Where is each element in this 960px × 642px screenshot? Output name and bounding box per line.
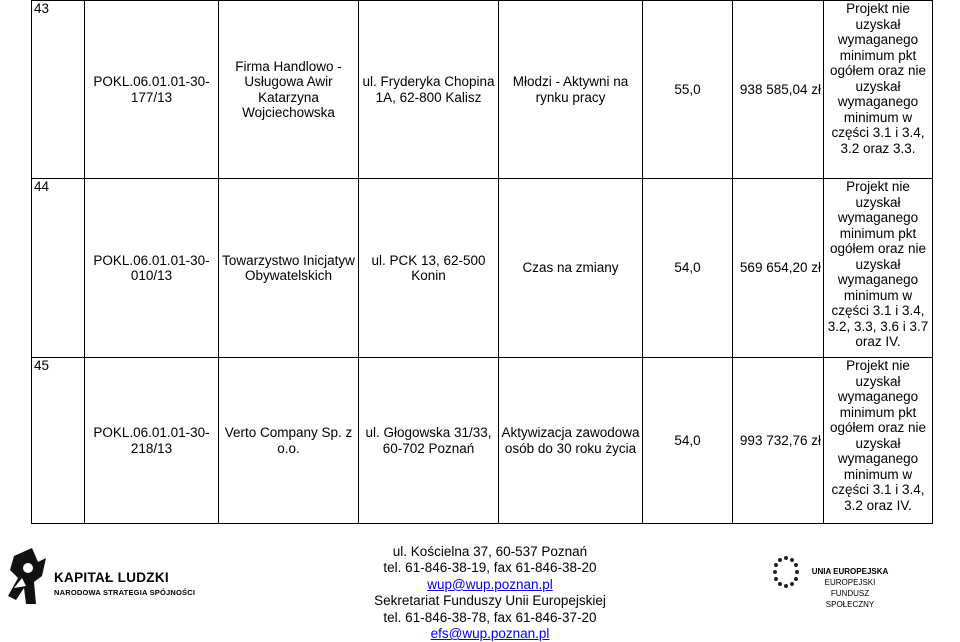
row-number: 43 [32,1,85,179]
table-row [32,1,933,179]
project-code: POKL.06.01.01-30-218/13 [85,358,219,524]
project-title: Czas na zmiany [499,179,643,358]
rejection-note: Projekt nie uzyskał wymaganego minimum pkt ogółem oraz nie uzyskał wymaganego minimum w części 3.1 i 3.4, 3.2 oraz IV. [824,358,933,524]
beneficiary-name: Firma Handlowo - Usługowa Awir Katarzyna Wojciechowska [219,1,359,179]
beneficiary-name: Verto Company Sp. z o.o. [219,358,359,524]
project-title: Młodzi - Aktywni na rynku pracy [499,1,643,179]
rejection-note: Projekt nie uzyskał wymaganego minimum pkt ogółem oraz nie uzyskał wymaganego minimum w części 3.1 i 3.4, 3.2 oraz 3.3. [824,1,933,179]
points: 54,0 [643,179,733,358]
row-number: 45 [32,358,85,524]
beneficiary-address: ul. PCK 13, 62-500 Konin [359,179,499,358]
points: 55,0 [643,1,733,179]
eu-line-3: FUNDUSZ SPOŁECZNY [825,589,875,609]
kapital-ludzki-title: KAPITAŁ LUDZKI [54,570,169,585]
footer-phone-2: tel. 61-846-38-78, fax 61-846-37-20 [383,609,597,625]
footer-phone-1: tel. 61-846-38-19, fax 61-846-38-20 [383,560,597,576]
project-code: POKL.06.01.01-30-177/13 [85,1,219,179]
eu-logo-text [808,566,892,610]
amount: 569 654,20 zł [733,179,824,358]
rejection-note: Projekt nie uzyskał wymaganego minimum pkt ogółem oraz nie uzyskał wymaganego minimum w części 3.1 i 3.4, 3.2, 3.3, 3.6 i 3.7 oraz IV. [824,179,933,358]
table-row [32,358,933,524]
project-title: Aktywizacja zawodowa osób do 30 roku życia [499,358,643,524]
footer-email-2[interactable]: efs@wup.poznan.pl [430,626,550,642]
footer-secretariat: Sekretariat Funduszy Unii Europejskiej [374,593,606,609]
points: 54,0 [643,358,733,524]
row-number: 44 [32,179,85,358]
footer-email-1[interactable]: wup@wup.poznan.pl [427,576,553,592]
kapital-ludzki-subtitle: NARODOWA STRATEGIA SPÓJNOŚCI [54,588,196,597]
footer-contact [370,544,610,642]
beneficiary-address: ul. Głogowska 31/33, 60-702 Poznań [359,358,499,524]
projects-table [31,0,933,524]
kapital-ludzki-figure-icon [6,548,50,608]
table-row [32,179,933,358]
amount: 938 585,04 zł [733,1,824,179]
beneficiary-name: Towarzystwo Inicjatyw Obywatelskich [219,179,359,358]
project-code: POKL.06.01.01-30-010/13 [85,179,219,358]
eu-line-2: EUROPEJSKI [824,578,876,587]
footer-address: ul. Kościelna 37, 60-537 Poznań [392,544,588,559]
amount: 993 732,76 zł [733,358,824,524]
eu-line-1: UNIA EUROPEJSKA [811,567,889,576]
beneficiary-address: ul. Fryderyka Chopina 1A, 62-800 Kalisz [359,1,499,179]
